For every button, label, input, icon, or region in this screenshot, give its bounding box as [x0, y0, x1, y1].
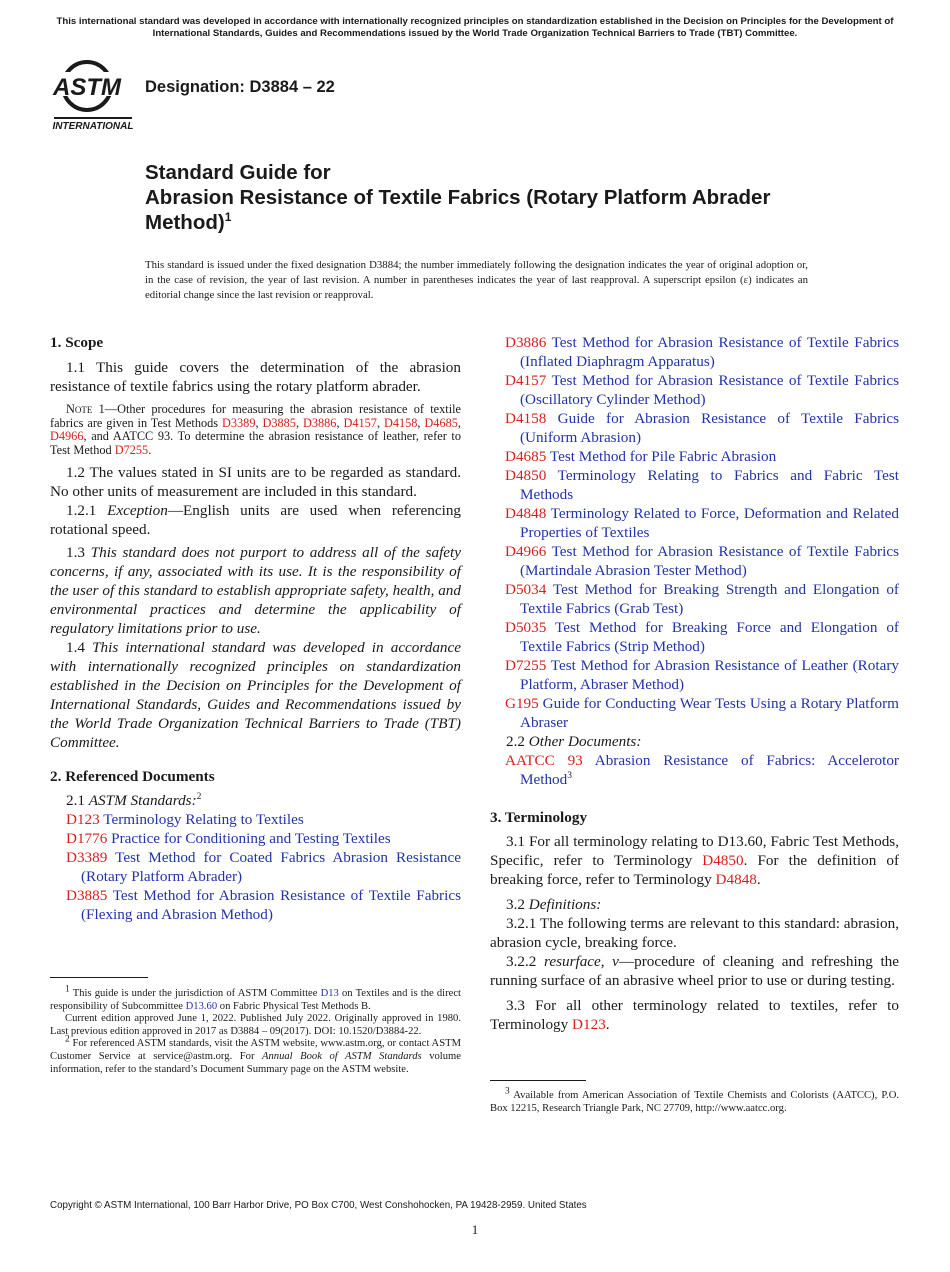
astm-logo: [50, 56, 136, 136]
ref-link[interactable]: D4850: [702, 852, 744, 869]
footnote-1-edition: Current edition approved June 1, 2022. Published July 2022. Originally approved in 1980. Last previous edition approved in 2017 as D3884 – 09(2017). DOI: 10.1520/D3884-22.: [50, 1013, 461, 1037]
reference-item[interactable]: D5035 Test Method for Breaking Force and Elongation of Textile Fabrics (Strip Method): [505, 619, 899, 655]
svg-text:INTERNATIONAL: INTERNATIONAL: [52, 121, 134, 132]
footnote-2: $^2$ For referenced ASTM standards, visit the ASTM website, www.astm.org, or contact ASTM Customer Service at service@astm.org. For Annual Book of ASTM Standards volume information, refer to the standard’s Document Summary page on the ASTM website.: [50, 1034, 461, 1075]
reference-list-right: [490, 333, 899, 732]
reference-item[interactable]: D3886 Test Method for Abrasion Resistance of Textile Fabrics (Inflated Diaphragm Apparatus): [505, 334, 899, 370]
para-1-4: 1.4 This international standard was developed in accordance with internationally recognized principles on standardization established in the Decision on Principles for the Development of International Standards, Guides and Recommendations issued by the World Trade Organization Technical Barriers to Trade (TBT) Committee.: [50, 639, 462, 752]
reference-item[interactable]: D4158 Guide for Abrasion Resistance of Textile Fabrics (Uniform Abrasion): [505, 410, 900, 446]
title-line-1: Standard Guide for: [145, 161, 331, 184]
issuance-note: This standard is issued under the fixed designation D3884; the number immediately following the designation indicates the year of original adoption or, in the case of revision, the year of last revision. A number in parentheses indicates the year of last reapproval. A superscript epsilon (ε) indicates an editorial change since the last revision or reapproval.: [145, 259, 808, 301]
para-3-2-1: 3.2.1 The following terms are relevant to this standard: abrasion, abrasion cycle, breaking force.: [490, 915, 899, 951]
para-1-2-1: 1.2.1 Exception—English units are used when referencing rotational speed.: [50, 502, 462, 539]
para-1-2: 1.2 The values stated in SI units are to be regarded as standard. No other units of measurement are included in this standard.: [50, 464, 461, 501]
title-footnote-mark: 1: [224, 210, 232, 224]
reference-item[interactable]: D3885 Test Method for Abrasion Resistance of Textile Fabrics (Flexing and Abrasion Method): [66, 887, 461, 924]
ref-link[interactable]: D13: [320, 988, 339, 999]
para-1-1: 1.1 This guide covers the determination of the abrasion resistance of textile fabrics using the rotary platform abrader.: [50, 359, 461, 395]
reference-item[interactable]: D4850 Terminology Relating to Fabrics and Fabric Test Methods: [505, 467, 899, 503]
reference-item[interactable]: D3389 Test Method for Coated Fabrics Abrasion Resistance (Rotary Platform Abrader): [66, 849, 461, 886]
reference-item[interactable]: D1776 Practice for Conditioning and Testing Textiles: [66, 830, 391, 848]
ref-link[interactable]: D3389: [222, 415, 256, 430]
ref-link[interactable]: D4966: [50, 429, 84, 444]
reference-list-left: [50, 810, 461, 924]
ref-link[interactable]: D3886: [302, 415, 337, 430]
page-number: 1: [471, 1222, 479, 1237]
reference-item[interactable]: G195 Guide for Conducting Wear Tests Using a Rotary Platform Abraser: [505, 695, 899, 731]
section-heading-scope: 1. Scope: [50, 334, 104, 351]
svg-text:ASTM: ASTM: [53, 74, 121, 101]
designation: Designation: D3884 – 22: [145, 78, 335, 96]
footnotes-right: [490, 1086, 899, 1115]
footnote-divider: [50, 977, 148, 978]
reference-item[interactable]: D123 Terminology Relating to Textiles: [66, 811, 304, 829]
note-1: Note 1—Other procedures for measuring the abrasion resistance of textile fabrics are given in Test Methods D3389, D3885, D3886, D4157, D4158, D4685, D4966, and AATCC 93. To determine the abrasion resistance of leather, refer to Test Method D7255.: [50, 402, 461, 457]
reference-item[interactable]: D4157 Test Method for Abrasion Resistance of Textile Fabrics (Oscillatory Cylinder Method): [505, 372, 899, 408]
para-3-2: 3.2 Definitions:: [506, 896, 602, 913]
reference-item[interactable]: D5034 Test Method for Breaking Strength and Elongation of Textile Fabrics (Grab Test): [505, 581, 899, 617]
ref-link[interactable]: D4158: [383, 415, 418, 430]
reference-item-aatcc[interactable]: AATCC 93 Abrasion Resistance of Fabrics: Accelerotor Method$^3$: [505, 752, 899, 788]
ref-link[interactable]: D13.60: [185, 1000, 218, 1012]
reference-item[interactable]: D4966 Test Method for Abrasion Resistance of Textile Fabrics (Martindale Abrasion Tester Method): [505, 543, 899, 579]
footnote-divider: [490, 1080, 586, 1081]
right-column: [490, 333, 899, 1034]
para-3-3: 3.3 For all other terminology related to textiles, refer to Terminology D123.: [490, 997, 899, 1033]
para-3-2-2: 3.2.2 resurface, v—procedure of cleaning and refreshing the running surface of an abrasive wheel prior to use or during testing.: [490, 953, 900, 989]
ref-link[interactable]: D4157: [343, 415, 377, 430]
footnote-1: $^1$ This guide is under the jurisdiction of ASTM Committee D13 on Textiles and is the direct responsibility of Subcommittee D13.60 on Fabric Physical Test Methods B.: [50, 984, 461, 1012]
subheading-astm-standards: 2.1 ASTM Standards:$^2$: [66, 792, 202, 810]
footnote-3: $^3$ Available from American Association of Textile Chemists and Colorists (AATCC), P.O. Box 12215, Research Triangle Park, NC 27709, http://www.aatcc.org.: [490, 1086, 899, 1114]
title-line-2: Abrasion Resistance of Textile Fabrics (Rotary Platform Abrader Method)$^1$: [145, 186, 771, 234]
reference-item[interactable]: D4685 Test Method for Pile Fabric Abrasion: [505, 448, 777, 465]
subheading-other-documents: 2.2 Other Documents:: [506, 733, 642, 750]
ref-link[interactable]: D4848: [715, 871, 757, 888]
ref-link[interactable]: D3885: [262, 415, 296, 430]
ref-link[interactable]: D7255: [114, 442, 149, 457]
header-note: This international standard was developed in accordance with internationally recognized principles on standardization established in the Decision on Principles for the Development of International Standards, Guides and Recommendations issued by the World Trade Organization Technical Barriers to Trade (TBT) Committee.: [56, 16, 894, 39]
para-1-3: 1.3 This standard does not purport to address all of the safety concerns, if any, associated with its use. It is the responsibility of the user of this standard to establish appropriate safety, health, and environmental practices and determine the applicability of regulatory limitations prior to use.: [50, 544, 462, 638]
section-heading-referenced-documents: 2. Referenced Documents: [50, 768, 215, 786]
document-title: [145, 160, 845, 235]
reference-item[interactable]: D7255 Test Method for Abrasion Resistance of Leather (Rotary Platform, Abraser Method): [505, 657, 899, 693]
ref-link[interactable]: D123: [572, 1016, 606, 1033]
copyright: Copyright © ASTM International, 100 Barr Harbor Drive, PO Box C700, West Conshohocken, PA 19428-2959. United States: [50, 1200, 587, 1211]
reference-item[interactable]: D4848 Terminology Related to Force, Deformation and Related Properties of Textiles: [505, 505, 899, 541]
ref-link[interactable]: D4685: [424, 415, 458, 430]
reference-list-other: [490, 751, 899, 789]
section-heading-terminology: 3. Terminology: [490, 809, 588, 826]
footnotes-left: [50, 984, 461, 1076]
left-column: [50, 333, 461, 924]
para-3-1: 3.1 For all terminology relating to D13.60, Fabric Test Methods, Specific, refer to Terminology D4850. For the definition of breaking force, refer to Terminology D4848.: [490, 833, 899, 888]
